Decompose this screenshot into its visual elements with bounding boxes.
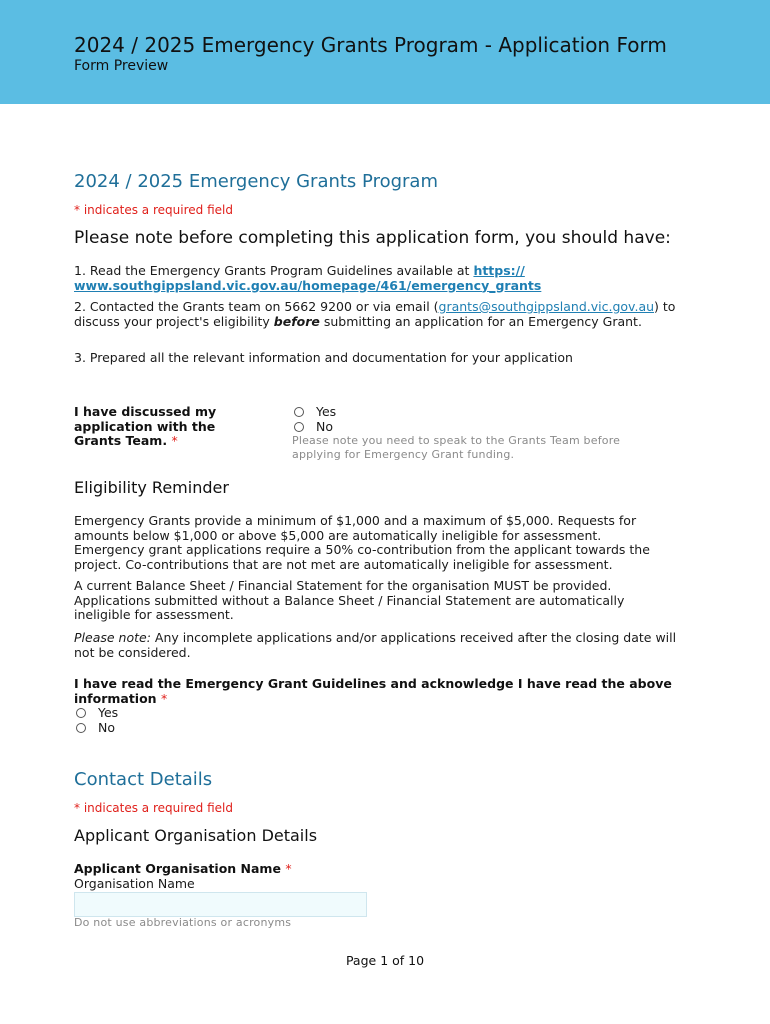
required-mark: *: [285, 861, 292, 876]
required-field-note: * indicates a required field: [74, 801, 233, 815]
guidelines-options: [74, 706, 118, 735]
intro-heading: Please note before completing this application form, you should have:: [74, 228, 671, 248]
guidelines-option-yes[interactable]: Yes: [74, 706, 118, 721]
discussed-option-no[interactable]: No: [292, 420, 692, 435]
checklist-item-1: 1. Read the Emergency Grants Program Guidelines available at https:// www.southgippsland.vic.gov.au/homepage/461/emergency_grants: [74, 263, 542, 293]
org-name-label: Applicant Organisation Name *: [74, 861, 292, 876]
org-name-sublabel: Organisation Name: [74, 876, 195, 891]
grants-email-link[interactable]: grants@southgippsland.vic.gov.au: [438, 299, 655, 314]
discussed-hint: Please note you need to speak to the Grants Team before applying for Emergency Grant funding.: [292, 434, 621, 461]
checklist-item-3: 3. Prepared all the relevant information and documentation for your application: [74, 350, 573, 365]
eligibility-heading: Eligibility Reminder: [74, 478, 229, 497]
eligibility-para-3: Please note: Any incomplete applications and/or applications received after the closing date will not be considered.: [74, 630, 677, 660]
eligibility-para-1: Emergency Grants provide a minimum of $1,000 and a maximum of $5,000. Requests for amounts below $1,000 or above $5,000 are automatically ineligible for assessment. Emergency grant applications require a 50% co-contribution from the applicant towards the project. Co-contributions that are not met are automatically ineligible for assessment.: [74, 513, 650, 572]
guidelines-link[interactable]: https:// www.southgippsland.vic.gov.au/homepage/461/emergency_grants: [74, 263, 542, 293]
checklist-item-2: 2. Contacted the Grants team on 5662 9200 or via email (grants@southgippsland.vic.gov.au) to discuss your project's eligibility before submitting an application for an Emergency Grant.: [74, 299, 676, 329]
org-name-hint: Do not use abbreviations or acronyms: [74, 916, 292, 929]
radio-icon[interactable]: [76, 723, 86, 733]
eligibility-para-2: A current Balance Sheet / Financial Statement for the organisation MUST be provided. Applications submitted without a Balance Sheet / Financial Statement are automatically ineligible for assessment.: [74, 578, 625, 622]
form-title: 2024 / 2025 Emergency Grants Program - Application Form: [74, 33, 667, 57]
required-field-note: * indicates a required field: [74, 203, 233, 217]
radio-icon[interactable]: [294, 422, 304, 432]
discussed-question-label: I have discussed my application with the Grants Team. *: [74, 404, 217, 448]
section-title-contact: Contact Details: [74, 769, 213, 790]
page-number: Page 1 of 10: [345, 953, 425, 968]
required-mark: *: [160, 690, 168, 706]
page-header: [0, 0, 770, 104]
org-name-input[interactable]: [74, 892, 367, 917]
radio-icon[interactable]: [294, 407, 304, 417]
required-mark: *: [171, 433, 178, 448]
guidelines-question-label: I have read the Emergency Grant Guidelines and acknowledge I have read the above information *: [74, 676, 672, 706]
org-details-heading: Applicant Organisation Details: [74, 826, 318, 845]
section-title-program: 2024 / 2025 Emergency Grants Program: [74, 171, 438, 192]
guidelines-option-no[interactable]: No: [74, 721, 118, 736]
discussed-options: [292, 405, 692, 461]
discussed-option-yes[interactable]: Yes: [292, 405, 692, 420]
radio-icon[interactable]: [76, 708, 86, 718]
form-subtitle: Form Preview: [74, 58, 169, 74]
